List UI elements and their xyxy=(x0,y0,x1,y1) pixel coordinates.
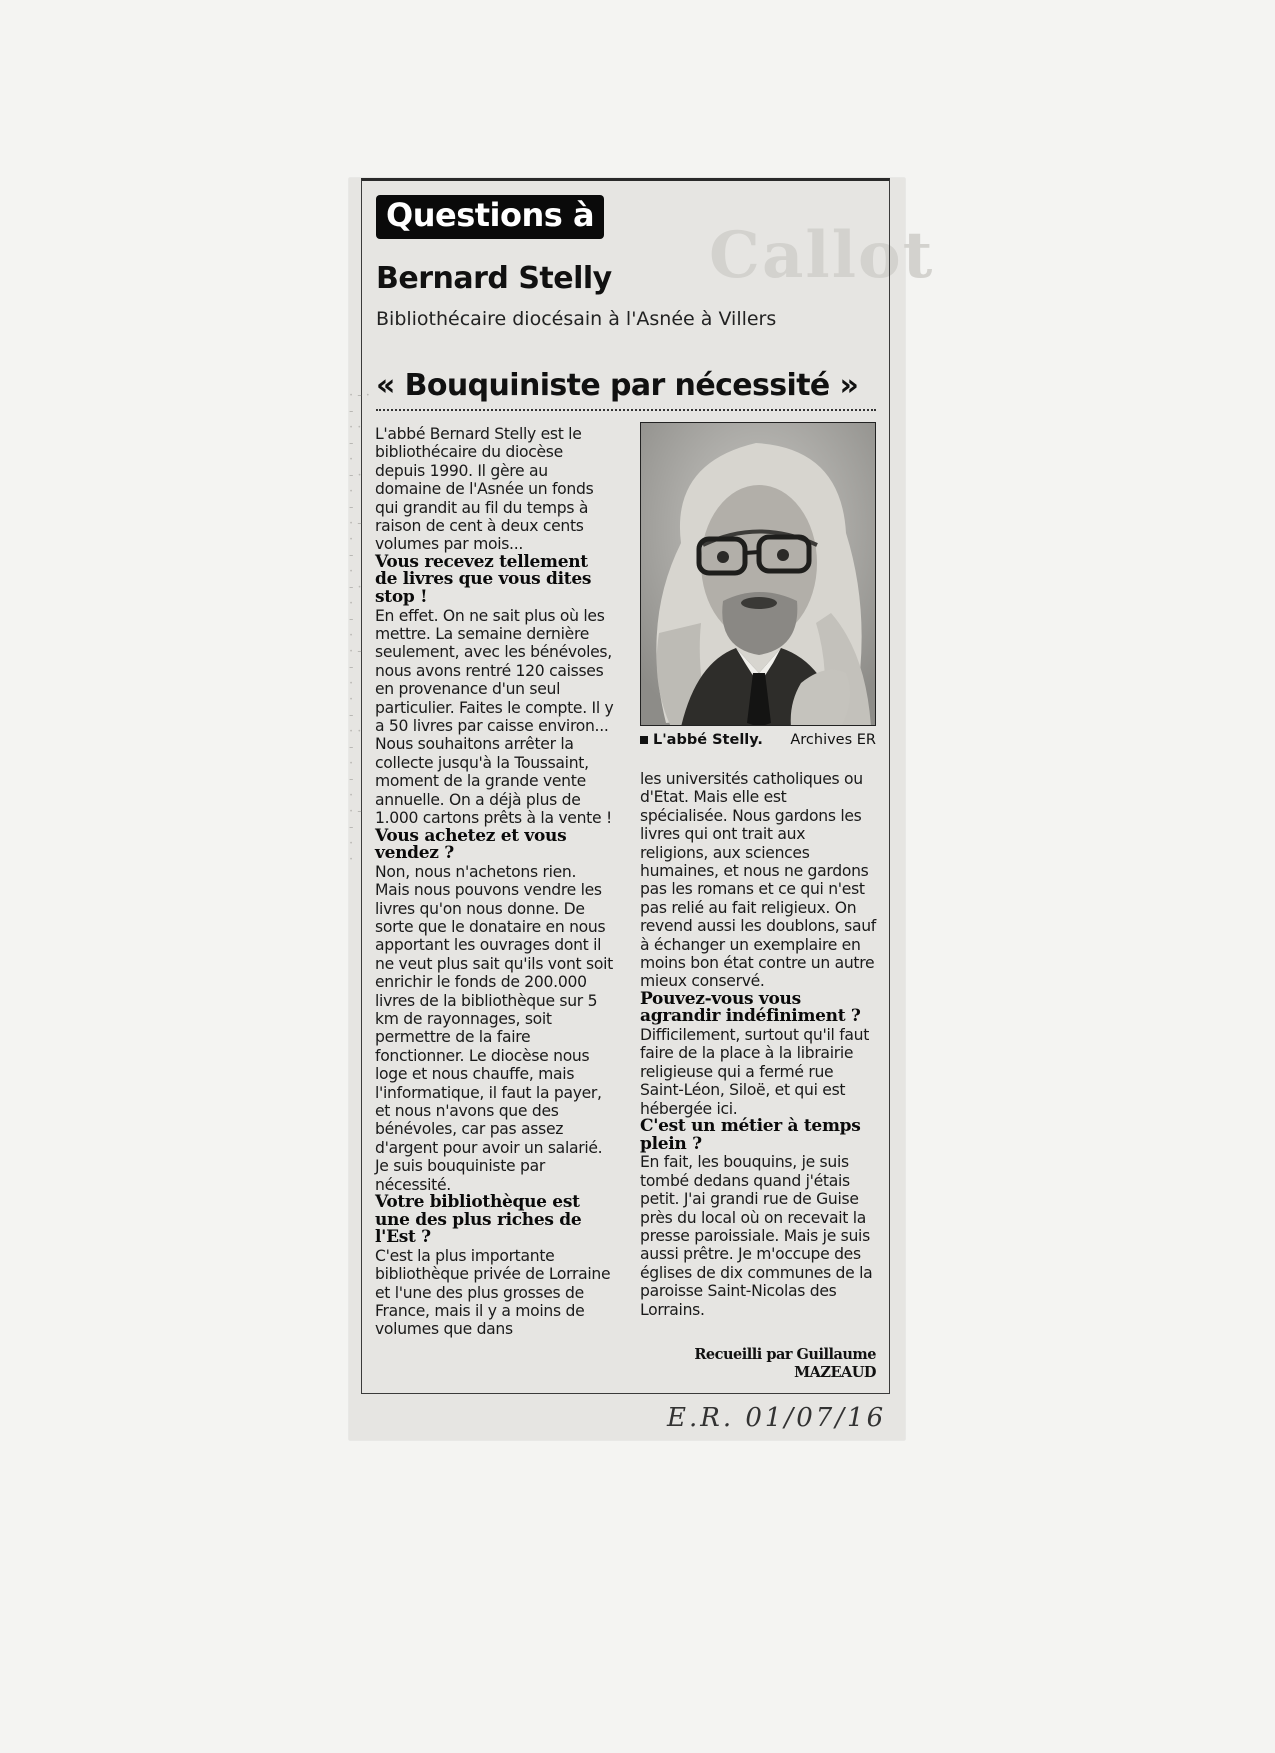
rubric-label: Questions à xyxy=(376,195,604,239)
bleed-through-text: Callot xyxy=(709,218,935,293)
byline-line-1: Recueilli par Guillaume xyxy=(694,1346,876,1363)
answer-1: En effet. On ne sait plus où les mettre. La semaine dernière seulement, avec les bénévoles, nous avons rentré 120 caisses en provenance d'un seul particulier. Faites le compte. Il y a 50 livres par caisse environ... Nous souhaitons arrêter la collecte jusqu'à la Toussaint, moment de la grande vente annuelle. On a déjà plus de 1.000 cartons prêts à la vente ! xyxy=(375,606,614,828)
margin-bleed-marks: · - · - · · - · - · · - · - · - · - · · - · · - - · · - · · - · - · · - - · · xyxy=(349,388,370,867)
question-5: C'est un métier à temps plein ? xyxy=(640,1116,861,1154)
article-column-1 xyxy=(375,425,615,1339)
portrait-photo xyxy=(640,422,876,726)
intro-paragraph: L'abbé Bernard Stelly est le bibliothécaire du diocèse depuis 1990. Il gère au domaine de l'Asnée un fonds qui grandit au fil du temps à raison de cent à deux cents volumes par mois... xyxy=(375,425,594,554)
byline-line-2: MAZEAUD xyxy=(794,1364,876,1381)
question-1: Vous recevez tellement de livres que vous dites stop ! xyxy=(375,551,592,608)
interviewee-name: Bernard Stelly xyxy=(376,261,612,296)
newspaper-clipping xyxy=(349,178,935,1440)
photo-caption-credit: Archives ER xyxy=(790,732,876,748)
answer-2: Non, nous n'achetons rien. Mais nous pouvons vendre les livres qu'on nous donne. De sorte que le donataire en nous apportant les ouvrages dont il ne veut plus sait qu'ils vont soit enrichir le fonds de 200.000 livres de la bibliothèque sur 5 km de rayonnages, soit permettre de la faire fonctionner. Le diocèse nous loge et nous chauffe, mais l'informatique, il faut la payer, et nous n'avons que des bénévoles, car pas assez d'argent pour avoir un salarié. Je suis bouquiniste par nécessité. xyxy=(375,862,613,1194)
question-3: Votre bibliothèque est une des plus riches de l'Est ? xyxy=(375,1192,582,1248)
answer-3-end: les universités catholiques ou d'Etat. Mais elle est spécialisée. Nous gardons les livres qui ont trait aux religions, aux sciences humaines, et nous ne gardons pas les romans et ce qui n'est pas relié au fait religieux. On revend aussi les doublons, sauf à échanger un exemplaire en moins bon état contre un autre mieux conservé. xyxy=(640,770,876,991)
portrait-illustration xyxy=(641,423,876,726)
answer-3-start: C'est la plus importante bibliothèque privée de Lorraine et l'une des plus grosses de France, mais il y a moins de volumes que dans xyxy=(375,1246,611,1339)
handwritten-source-date: E.R. 01/07/16 xyxy=(667,1403,887,1433)
answer-5: En fait, les bouquins, je suis tombé dedans quand j'étais petit. J'ai grandi rue de Guise près du local où on recevait la presse paroissiale. Mais je suis aussi prêtre. Je m'occupe des églises de dix communes de la paroisse Saint-Nicolas des Lorrains. xyxy=(640,1153,873,1319)
photo-caption-name: L'abbé Stelly. xyxy=(653,732,763,748)
caption-bullet-icon xyxy=(640,736,648,744)
interviewee-role: Bibliothécaire diocésain à l'Asnée à Villers xyxy=(376,308,777,330)
article-column-2 xyxy=(640,770,876,1319)
article-headline: « Bouquiniste par nécessité » xyxy=(376,368,876,411)
byline xyxy=(640,1346,876,1382)
answer-4: Difficilement, surtout qu'il faut faire de la place à la librairie religieuse qui a fermé rue Saint-Léon, Siloë, et qui est hébergée ici. xyxy=(640,1026,870,1118)
photo-caption-name-wrap xyxy=(640,732,763,748)
question-2: Vous achetez et vous vendez ? xyxy=(375,825,567,864)
question-4: Pouvez-vous vous agrandir indéfiniment ? xyxy=(640,988,861,1027)
photo-caption xyxy=(640,732,876,748)
